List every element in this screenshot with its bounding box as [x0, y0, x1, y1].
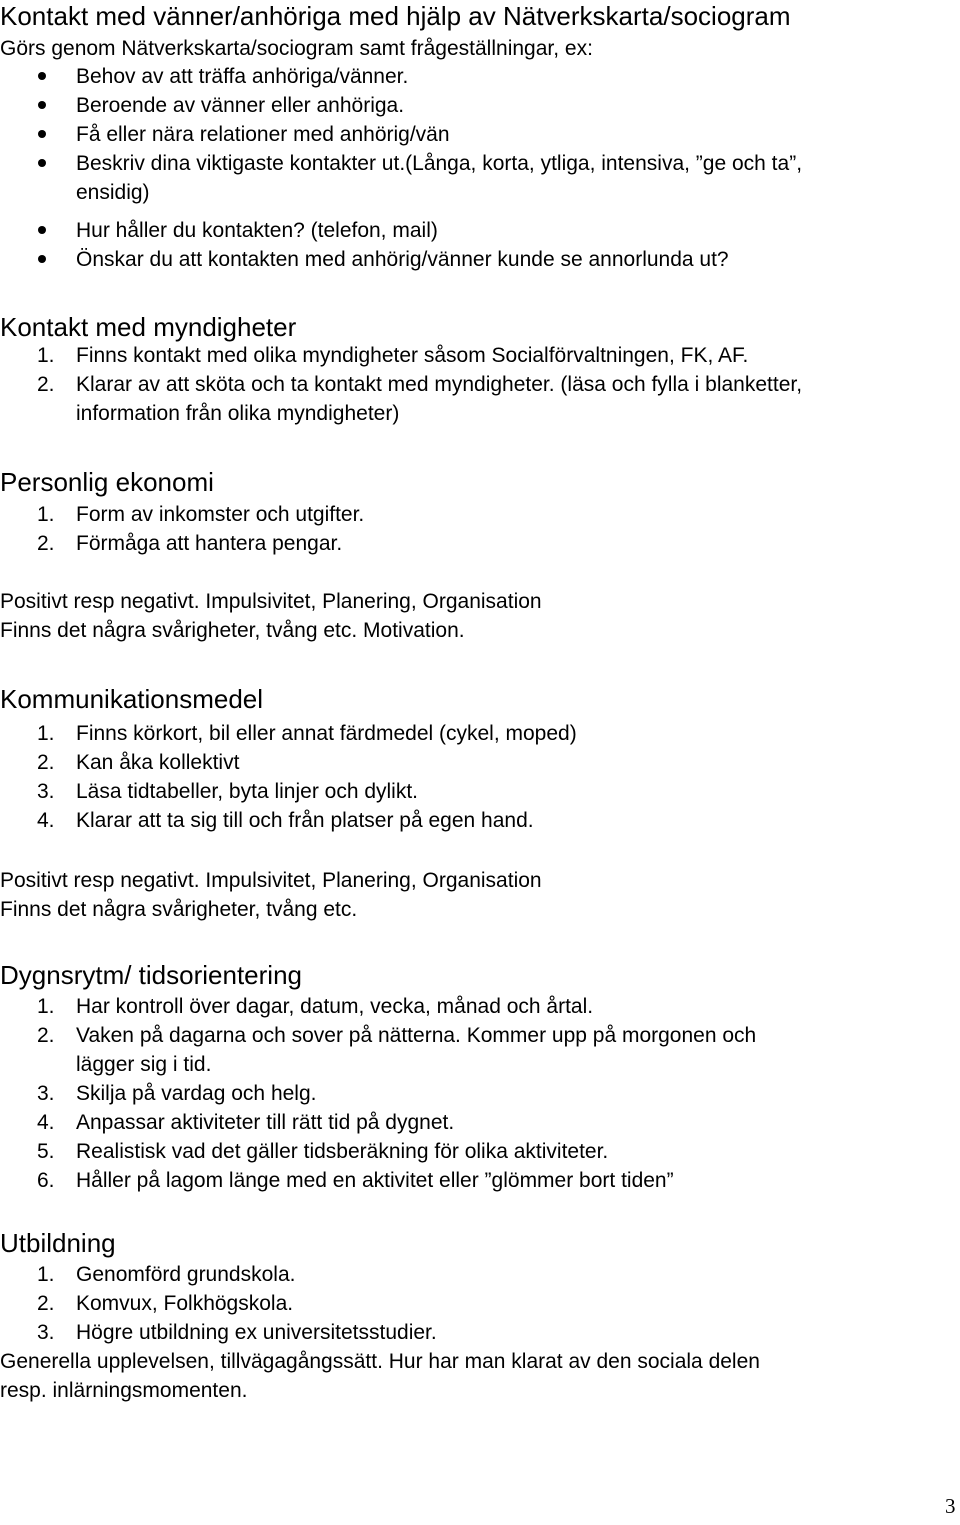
list-number: 2. [37, 751, 55, 774]
list-item: Finns kontakt med olika myndigheter såsom Socialförvaltningen, FK, AF. [76, 344, 749, 367]
list-number: 1. [37, 344, 55, 367]
section-note: Positivt resp negativt. Impulsivitet, Planering, Organisation [0, 869, 542, 892]
list-item: Högre utbildning ex universitetsstudier. [76, 1321, 437, 1344]
list-item-continuation: lägger sig i tid. [76, 1053, 212, 1076]
list-number: 6. [37, 1169, 55, 1192]
list-item: Anpassar aktiviteter till rätt tid på dygnet. [76, 1111, 455, 1134]
list-number: 3. [37, 780, 55, 803]
bullet-item: Beskriv dina viktigaste kontakter ut.(Långa, korta, ytliga, intensiva, ”ge och ta”, [76, 152, 803, 175]
section-heading-education: Utbildning [0, 1228, 116, 1258]
bullet-dot [38, 130, 46, 138]
list-item: Har kontroll över dagar, datum, vecka, månad och årtal. [76, 995, 594, 1018]
list-item-continuation: information från olika myndigheter) [76, 402, 400, 425]
bullet-item: Beroende av vänner eller anhöriga. [76, 94, 405, 117]
bullet-item: Behov av att träffa anhöriga/vänner. [76, 65, 409, 88]
section-heading-network: Kontakt med vänner/anhöriga med hjälp av Nätverkskarta/sociogram [0, 1, 791, 31]
section-note: Finns det några svårigheter, tvång etc. Motivation. [0, 619, 465, 642]
list-item: Finns körkort, bil eller annat färdmedel (cykel, moped) [76, 722, 577, 745]
list-item: Klarar av att sköta och ta kontakt med myndigheter. (läsa och fylla i blanketter, [76, 373, 803, 396]
section-note: resp. inlärningsmomenten. [0, 1379, 248, 1402]
section-intro: Görs genom Nätverkskarta/sociogram samt frågeställningar, ex: [0, 37, 593, 60]
bullet-item: Hur håller du kontakten? (telefon, mail) [76, 219, 438, 242]
section-note: Generella upplevelsen, tillvägagångssätt. Hur har man klarat av den sociala delen [0, 1350, 760, 1373]
list-item: Genomförd grundskola. [76, 1263, 296, 1286]
bullet-dot [38, 101, 46, 109]
list-number: 4. [37, 809, 55, 832]
list-item: Läsa tidtabeller, byta linjer och dylikt. [76, 780, 419, 803]
list-item: Form av inkomster och utgifter. [76, 503, 365, 526]
list-number: 1. [37, 722, 55, 745]
list-item: Skilja på vardag och helg. [76, 1082, 317, 1105]
list-item: Realistisk vad det gäller tidsberäkning för olika aktiviteter. [76, 1140, 609, 1163]
list-number: 2. [37, 373, 55, 396]
list-item: Håller på lagom länge med en aktivitet eller ”glömmer bort tiden” [76, 1169, 674, 1192]
section-note: Finns det några svårigheter, tvång etc. [0, 898, 358, 921]
list-number: 1. [37, 1263, 55, 1286]
bullet-dot [38, 255, 46, 263]
list-number: 2. [37, 1292, 55, 1315]
bullet-item: Önskar du att kontakten med anhörig/vänner kunde se annorlunda ut? [76, 248, 729, 271]
bullet-item-continuation: ensidig) [76, 181, 150, 204]
section-heading-daily-rhythm: Dygnsrytm/ tidsorientering [0, 960, 302, 990]
list-number: 4. [37, 1111, 55, 1134]
list-number: 3. [37, 1082, 55, 1105]
bullet-item: Få eller nära relationer med anhörig/vän [76, 123, 450, 146]
bullet-dot [38, 72, 46, 80]
list-number: 2. [37, 532, 55, 555]
list-item: Klarar att ta sig till och från platser på egen hand. [76, 809, 534, 832]
bullet-dot [38, 159, 46, 167]
list-item: Kan åka kollektivt [76, 751, 240, 774]
list-item: Vaken på dagarna och sover på nätterna. Kommer upp på morgonen och [76, 1024, 757, 1047]
list-number: 1. [37, 995, 55, 1018]
section-heading-economy: Personlig ekonomi [0, 467, 214, 497]
bullet-dot [38, 226, 46, 234]
list-number: 2. [37, 1024, 55, 1047]
list-number: 1. [37, 503, 55, 526]
list-item: Komvux, Folkhögskola. [76, 1292, 294, 1315]
section-note: Positivt resp negativt. Impulsivitet, Planering, Organisation [0, 590, 542, 613]
list-number: 5. [37, 1140, 55, 1163]
list-item: Förmåga att hantera pengar. [76, 532, 343, 555]
section-heading-transport: Kommunikationsmedel [0, 684, 264, 714]
section-heading-authorities: Kontakt med myndigheter [0, 312, 297, 342]
page-number: 3 [945, 1494, 956, 1518]
list-number: 3. [37, 1321, 55, 1344]
